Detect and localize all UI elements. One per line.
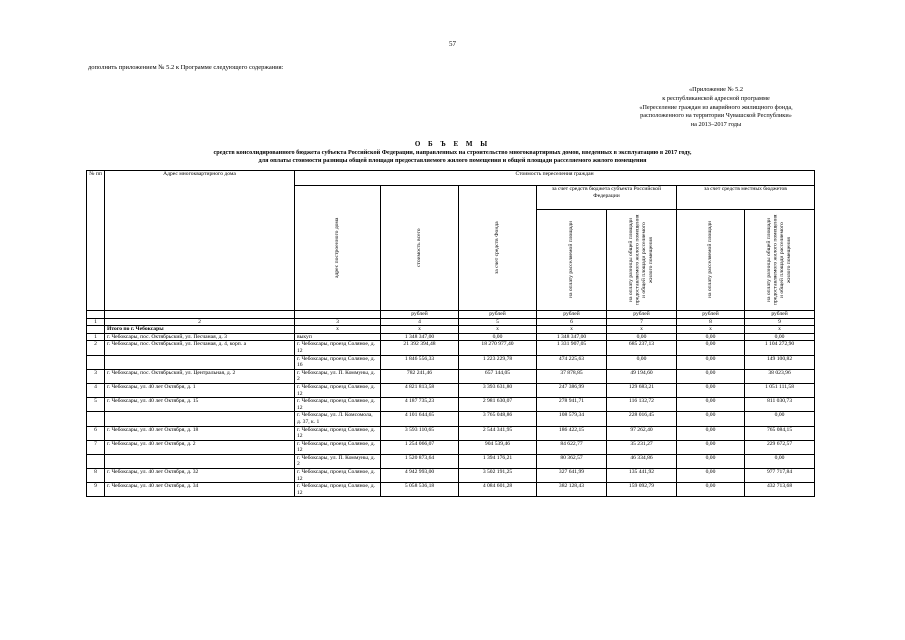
row-local-diff: 765 084,15 <box>745 426 815 440</box>
row-number: 2 <box>87 341 105 355</box>
row-number: 7 <box>87 440 105 454</box>
row-local-diff: 432 713,68 <box>745 483 815 497</box>
row-total-cost: 4 101 644,65 <box>381 412 459 426</box>
row-subject-area: 247 386,99 <box>537 383 607 397</box>
row-local-diff: 1 104 272,90 <box>745 341 815 355</box>
row-local-area: 0,00 <box>677 355 745 369</box>
header-local-area-text: на оплату расселяемой площади <box>707 221 714 299</box>
table-body <box>87 333 815 497</box>
row-subject-diff: 129 683,21 <box>607 383 677 397</box>
row-total-cost: 3 593 110,65 <box>381 426 459 440</box>
row-address: г. Чебоксары, ул. 40 лет Октября, д. 2 <box>105 440 295 454</box>
row-local-area: 0,00 <box>677 398 745 412</box>
row-fund: 3 765 048,86 <box>459 412 537 426</box>
row-subject-area: 186 422,15 <box>537 426 607 440</box>
row-subject-diff: 116 132,72 <box>607 398 677 412</box>
row-address <box>105 355 295 369</box>
header-local-area <box>677 210 745 311</box>
unit-cell: рублей <box>677 311 745 319</box>
header-fund-text: за счет средств Фонда <box>494 221 501 275</box>
row-address <box>105 454 295 468</box>
row-fund: 904 539,46 <box>459 440 537 454</box>
row-built-address: г. Чебоксары, проезд Соляное, д. 12 <box>295 440 381 454</box>
unit-cell: рублей <box>381 311 459 319</box>
header-total-cost-text: стоимость всего <box>416 228 423 268</box>
row-local-area: 0,00 <box>677 426 745 440</box>
row-built-address: г. Чебоксары, ул. П. Коммуны, д. 2 <box>295 369 381 383</box>
row-address: г. Чебоксары, ул. 40 лет Октября, д. 32 <box>105 469 295 483</box>
appendix-line: «Переселение граждан из аварийного жилищного фонда, <box>639 103 793 111</box>
row-subject-area: 327 641,99 <box>537 469 607 483</box>
row-local-diff: 1 051 111,58 <box>745 383 815 397</box>
row-subject-area: 278 941,71 <box>537 398 607 412</box>
header-built-address-text: адрес построенного дома <box>334 217 341 279</box>
row-built-address: г. Чебоксары, проезд Соляное, д. 12 <box>295 398 381 412</box>
row-local-diff: 977 717,84 <box>745 469 815 483</box>
header-subject-diff <box>607 210 677 311</box>
row-local-diff: 811 030,73 <box>745 398 815 412</box>
row-local-area: 0,00 <box>677 454 745 468</box>
header-total-cost <box>381 186 459 311</box>
row-local-area: 0,00 <box>677 383 745 397</box>
row-fund: 2 544 341,95 <box>459 426 537 440</box>
header-fund <box>459 186 537 311</box>
row-local-diff: 149 100,82 <box>745 355 815 369</box>
row-fund: 1 394 176,21 <box>459 454 537 468</box>
unit-cell: рублей <box>459 311 537 319</box>
row-local-area: 0,00 <box>677 440 745 454</box>
row-subject-diff: 35 231,27 <box>607 440 677 454</box>
row-total-cost: 4 821 813,58 <box>381 383 459 397</box>
row-subject-diff: 97 262,40 <box>607 426 677 440</box>
row-subject-diff: 228 016,45 <box>607 412 677 426</box>
column-number: 9 <box>745 318 815 326</box>
row-number: 8 <box>87 469 105 483</box>
row-subject-area: 474 225,63 <box>537 355 607 369</box>
row-local-diff: 0,00 <box>745 412 815 426</box>
appendix-line: к республиканской адресной программе <box>662 94 770 102</box>
row-built-address: г. Чебоксары, проезд Соляное, д. 12 <box>295 341 381 355</box>
row-local-diff: 229 672,57 <box>745 440 815 454</box>
total-row-num <box>87 326 105 334</box>
total-row-value: x <box>745 326 815 334</box>
row-total-cost: 1 348 347,00 <box>381 333 459 341</box>
row-subject-area: 1 331 907,05 <box>537 341 607 355</box>
row-fund: 18 270 977,40 <box>459 341 537 355</box>
header-local-diff <box>745 210 815 311</box>
unit-cell: рублей <box>745 311 815 319</box>
unit-cell <box>105 311 295 319</box>
intro-text: дополнить приложением № 5.2 к Программе следующего содержания: <box>88 64 284 71</box>
row-total-cost: 5 058 536,18 <box>381 483 459 497</box>
appendix-line: «Приложение № 5.2 <box>689 86 743 93</box>
row-subject-area: 382 128,43 <box>537 483 607 497</box>
row-subject-area: 108 579,34 <box>537 412 607 426</box>
row-built-address: г. Чебоксары, ул. П. Коммуны, д. 2 <box>295 454 381 468</box>
row-fund: 3 393 631,80 <box>459 383 537 397</box>
total-row-value: x <box>677 326 745 334</box>
row-subject-area: 80 362,57 <box>537 454 607 468</box>
row-local-area: 0,00 <box>677 469 745 483</box>
appendix-caption <box>600 86 832 130</box>
header-subject-diff-text: на оплату разницы общей площади предоставляемого жилого помещения и общей площади расселяемого жилого помещения <box>628 214 655 306</box>
row-total-cost: 4 187 735,23 <box>381 398 459 412</box>
row-built-address: г. Чебоксары, проезд Соляное, д. 12 <box>295 426 381 440</box>
page-number: 57 <box>449 40 456 48</box>
row-total-cost: 1 254 066,07 <box>381 440 459 454</box>
column-number: 5 <box>459 318 537 326</box>
header-address: Адрес многоквартирного дома <box>105 171 295 311</box>
column-number: 4 <box>381 318 459 326</box>
header-subject-budget: за счет средств бюджета субъекта Российской Федерации <box>537 186 677 210</box>
table-row <box>87 483 815 497</box>
row-fund: 1 223 229,78 <box>459 355 537 369</box>
row-local-area: 0,00 <box>677 333 745 341</box>
row-total-cost: 782 241,46 <box>381 369 459 383</box>
table-row <box>87 412 815 426</box>
row-subject-area: 1 348 347,00 <box>537 333 607 341</box>
subtitle-line: средств консолидированного бюджета субъекта Российской Федерации, направленных на строительство многоквартирных домов, введенных в эксплуатацию в 2017 году, <box>213 149 692 156</box>
row-local-diff: 38 023,96 <box>745 369 815 383</box>
unit-cell: рублей <box>537 311 607 319</box>
column-number: 8 <box>677 318 745 326</box>
row-number <box>87 412 105 426</box>
subtitle-line: для оплаты стоимости разницы общей площади предоставляемого жилого помещения и общей площади расселяемого жилого помещения <box>258 157 647 164</box>
total-row-value: x <box>607 326 677 334</box>
row-local-area: 0,00 <box>677 483 745 497</box>
header-cost: Стоимость переселения граждан <box>295 171 815 186</box>
header-subject-area-text: на оплату расселяемой площади <box>568 221 575 299</box>
row-total-cost: 21 392 394,48 <box>381 341 459 355</box>
row-built-address: г. Чебоксары, проезд Соляное, д. 16 <box>295 355 381 369</box>
table-row <box>87 333 815 341</box>
row-address: г. Чебоксары, пос. Октябрьский, ул. Песчаная, д. 3 <box>105 333 295 341</box>
row-number <box>87 454 105 468</box>
row-total-cost: 4 942 993,00 <box>381 469 459 483</box>
header-built-address <box>295 186 381 311</box>
row-subject-area: 37 878,85 <box>537 369 607 383</box>
unit-cell <box>87 311 105 319</box>
table-row <box>87 426 815 440</box>
row-local-area: 0,00 <box>677 369 745 383</box>
row-number: 5 <box>87 398 105 412</box>
row-built-address: г. Чебоксары, ул. Л. Комсомола, д. 37, к. 1 <box>295 412 381 426</box>
row-address <box>105 412 295 426</box>
row-number: 4 <box>87 383 105 397</box>
header-subject-area <box>537 210 607 311</box>
table-row <box>87 341 815 355</box>
row-subject-diff: 135 441,92 <box>607 469 677 483</box>
total-row-value: x <box>295 326 381 334</box>
row-address: г. Чебоксары, ул. 40 лет Октября, д. 1 <box>105 383 295 397</box>
row-number <box>87 355 105 369</box>
row-subject-area: 84 622,77 <box>537 440 607 454</box>
row-address: г. Чебоксары, пос. Октябрьский, ул. Песчаная, д. 4, корп. а <box>105 341 295 355</box>
row-subject-diff: 49 194,60 <box>607 369 677 383</box>
unit-cell: рублей <box>607 311 677 319</box>
row-address: г. Чебоксары, пос. Октябрьский, ул. Центральная, д. 2 <box>105 369 295 383</box>
resettlement-cost-table <box>86 170 815 497</box>
row-local-area: 0,00 <box>677 341 745 355</box>
total-row-label: Итого по г. Чебоксары <box>105 326 295 334</box>
table-row <box>87 398 815 412</box>
row-fund: 3 502 191,25 <box>459 469 537 483</box>
row-address: г. Чебоксары, ул. 40 лет Октября, д. 18 <box>105 426 295 440</box>
total-row-value: x <box>459 326 537 334</box>
document-subtitle <box>150 149 755 165</box>
header-num: № пп <box>87 171 105 311</box>
row-address: г. Чебоксары, ул. 40 лет Октября, д. 15 <box>105 398 295 412</box>
total-row-value: x <box>381 326 459 334</box>
row-subject-diff: 0,00 <box>607 333 677 341</box>
row-number: 9 <box>87 483 105 497</box>
row-subject-diff: 0,00 <box>607 355 677 369</box>
row-number: 1 <box>87 333 105 341</box>
row-subject-diff: 46 334,86 <box>607 454 677 468</box>
table-row <box>87 355 815 369</box>
row-fund: 657 144,05 <box>459 369 537 383</box>
row-subject-diff: 159 092,79 <box>607 483 677 497</box>
row-number: 6 <box>87 426 105 440</box>
row-number: 3 <box>87 369 105 383</box>
row-local-diff: 0,00 <box>745 333 815 341</box>
header-local-budget: за счет средств местных бюджетов <box>677 186 815 210</box>
document-title: О Б Ъ Е М Ы <box>414 140 491 148</box>
row-built-address: г. Чебоксары, проезд Соляное, д. 12 <box>295 383 381 397</box>
column-number: 3 <box>295 318 381 326</box>
total-row-value: x <box>537 326 607 334</box>
appendix-line: расположенного на территории Чувашской Республики» <box>640 112 792 120</box>
row-built-address: г. Чебоксары, проезд Соляное, д. 12 <box>295 483 381 497</box>
column-number: 1 <box>87 318 105 326</box>
row-built-address: г. Чебоксары, проезд Соляное, д. 12 <box>295 469 381 483</box>
row-fund: 4 084 601,28 <box>459 483 537 497</box>
row-fund: 2 981 630,07 <box>459 398 537 412</box>
row-fund: 0,00 <box>459 333 537 341</box>
table-row <box>87 454 815 468</box>
table-row <box>87 369 815 383</box>
row-subject-diff: 685 237,13 <box>607 341 677 355</box>
unit-cell <box>295 311 381 319</box>
row-local-diff: 0,00 <box>745 454 815 468</box>
table-row <box>87 440 815 454</box>
row-address: г. Чебоксары, ул. 40 лет Октября, д. 34 <box>105 483 295 497</box>
table-row <box>87 383 815 397</box>
appendix-line: на 2013–2017 годы <box>690 121 742 129</box>
row-built-address: выкуп <box>295 333 381 341</box>
header-local-diff-text: на оплату разницы общей площади предоставляемого жилого помещения и общей площади расселяемого жилого помещения <box>766 214 793 306</box>
column-number: 2 <box>105 318 295 326</box>
column-number: 7 <box>607 318 677 326</box>
table-row <box>87 469 815 483</box>
row-local-area: 0,00 <box>677 412 745 426</box>
column-number: 6 <box>537 318 607 326</box>
row-total-cost: 1 846 556,33 <box>381 355 459 369</box>
row-total-cost: 1 520 873,64 <box>381 454 459 468</box>
